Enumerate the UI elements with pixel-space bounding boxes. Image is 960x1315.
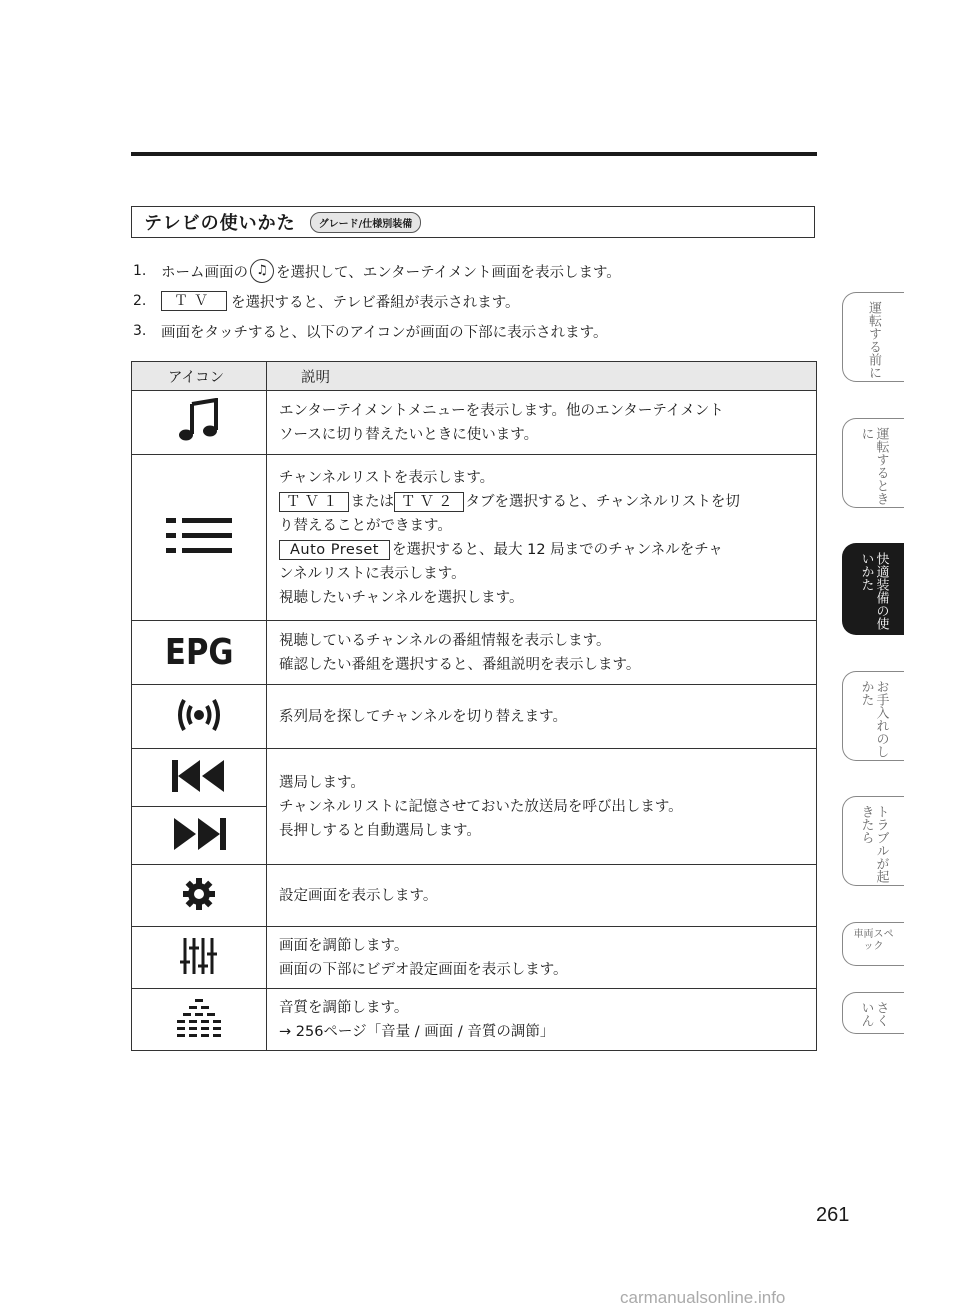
desc-line: チャンネルリストを表示します。 xyxy=(279,469,495,486)
step-text: を選択すると、テレビ番組が表示されます。 xyxy=(231,294,520,311)
tv2-key: ＴＶ２ xyxy=(394,492,464,512)
step-number: 2. xyxy=(133,293,147,309)
top-rule xyxy=(131,152,817,156)
desc-line: 画面の下部にビデオ設定画面を表示します。 xyxy=(279,961,568,978)
table-row xyxy=(132,865,817,927)
tab-label: 運転する前に xyxy=(866,301,881,379)
steps-list xyxy=(133,256,813,346)
table-row xyxy=(132,685,817,749)
scan-icon xyxy=(132,685,267,749)
step-3 xyxy=(133,316,813,346)
desc-line: → 256ページ「音量 / 画面 / 音質の調節」 xyxy=(279,1023,555,1040)
desc-line xyxy=(279,490,806,514)
desc-line: チャンネルリストに記憶させておいた放送局を呼び出します。 xyxy=(279,798,683,815)
desc-line: 設定画面を表示します。 xyxy=(279,887,438,904)
chapter-tab-index[interactable] xyxy=(842,992,904,1034)
desc-text: または xyxy=(350,493,394,510)
desc-line: 系列局を探してチャンネルを切り替えます。 xyxy=(279,708,567,725)
section-header xyxy=(131,206,815,238)
desc-line: り替えることができます。 xyxy=(279,517,452,534)
desc-line: 視聴したいチャンネルを選択します。 xyxy=(279,589,524,606)
step-number: 3. xyxy=(133,323,147,339)
epg-icon xyxy=(132,621,267,685)
step-number: 1. xyxy=(133,263,147,279)
tv-key: ＴＶ xyxy=(161,291,227,311)
step-text: 画面をタッチすると、以下のアイコンが画面の下部に表示されます。 xyxy=(161,324,608,341)
tab-label: さくいん xyxy=(858,1001,889,1027)
tv1-key: ＴＶ１ xyxy=(279,492,349,512)
desc-line: 選局します。 xyxy=(279,774,365,791)
row-description xyxy=(267,749,817,865)
desc-text: タブを選択すると、チャンネルリストを切 xyxy=(465,493,740,510)
header-description: 説明 xyxy=(267,362,817,391)
desc-line: 確認したい番組を選択すると、番組説明を表示します。 xyxy=(279,656,641,673)
row-description xyxy=(267,927,817,989)
row-description xyxy=(267,989,817,1051)
desc-line: 画面を調節します。 xyxy=(279,937,409,954)
section-title: テレビの使いかた xyxy=(144,213,296,234)
table-row xyxy=(132,927,817,989)
chapter-tab-maintenance[interactable] xyxy=(842,671,904,761)
sound-level-icon xyxy=(132,989,267,1051)
table-row xyxy=(132,621,817,685)
list-icon xyxy=(132,455,267,621)
desc-line: ソースに切り替えたいときに使います。 xyxy=(279,426,539,443)
tab-label: 運転するときに xyxy=(858,427,889,505)
desc-line: 音質を調節します。 xyxy=(279,999,409,1016)
desc-text: を選択すると、最大 12 局までのチャンネルをチャ xyxy=(392,541,723,558)
row-description xyxy=(267,685,817,749)
grade-badge: グレード/仕様別装備 xyxy=(310,212,422,233)
chapter-tab-comfort-equipment[interactable] xyxy=(842,543,904,635)
skip-back-icon xyxy=(132,749,267,807)
row-description xyxy=(267,455,817,621)
tab-label: 快適装備の使いかた xyxy=(858,552,889,630)
desc-line xyxy=(279,538,806,562)
table-row xyxy=(132,749,817,807)
tab-label: 車両スペック xyxy=(853,929,894,952)
epg-label: EPG xyxy=(164,632,234,673)
equalizer-icon xyxy=(132,927,267,989)
watermark: carmanualsonline.info xyxy=(620,1288,786,1307)
chapter-tab-troubleshooting[interactable] xyxy=(842,796,904,886)
step-1 xyxy=(133,256,813,286)
step-text: を選択して、エンターテイメント画面を表示します。 xyxy=(276,264,621,281)
step-text: ホーム画面の xyxy=(161,264,248,281)
header-icon: アイコン xyxy=(132,362,267,391)
chapter-tab-specs[interactable] xyxy=(842,922,904,966)
desc-line: ンネルリストに表示します。 xyxy=(279,565,466,582)
table-row xyxy=(132,455,817,621)
table-row xyxy=(132,989,817,1051)
page-number: 261 xyxy=(816,1204,850,1226)
skip-forward-icon xyxy=(132,807,267,865)
row-description xyxy=(267,391,817,455)
table-row xyxy=(132,391,817,455)
auto-preset-key: Auto Preset xyxy=(279,540,390,560)
table-header xyxy=(132,362,817,391)
desc-line: 視聴しているチャンネルの番組情報を表示します。 xyxy=(279,632,611,649)
icon-table xyxy=(131,361,817,1051)
row-description xyxy=(267,621,817,685)
tab-label: お手入れのしかた xyxy=(858,680,889,758)
desc-line: エンターテイメントメニューを表示します。他のエンターテイメント xyxy=(279,402,724,419)
chapter-tab-before-driving[interactable] xyxy=(842,292,904,382)
desc-line: 長押しすると自動選局します。 xyxy=(279,822,481,839)
music-note-icon: ♫ xyxy=(250,259,274,283)
row-description xyxy=(267,865,817,927)
chapter-tab-while-driving[interactable] xyxy=(842,418,904,508)
gear-icon xyxy=(132,865,267,927)
step-2 xyxy=(133,286,813,316)
tab-label: トラブルが起きたら xyxy=(858,805,889,883)
music-note-icon xyxy=(132,391,267,455)
